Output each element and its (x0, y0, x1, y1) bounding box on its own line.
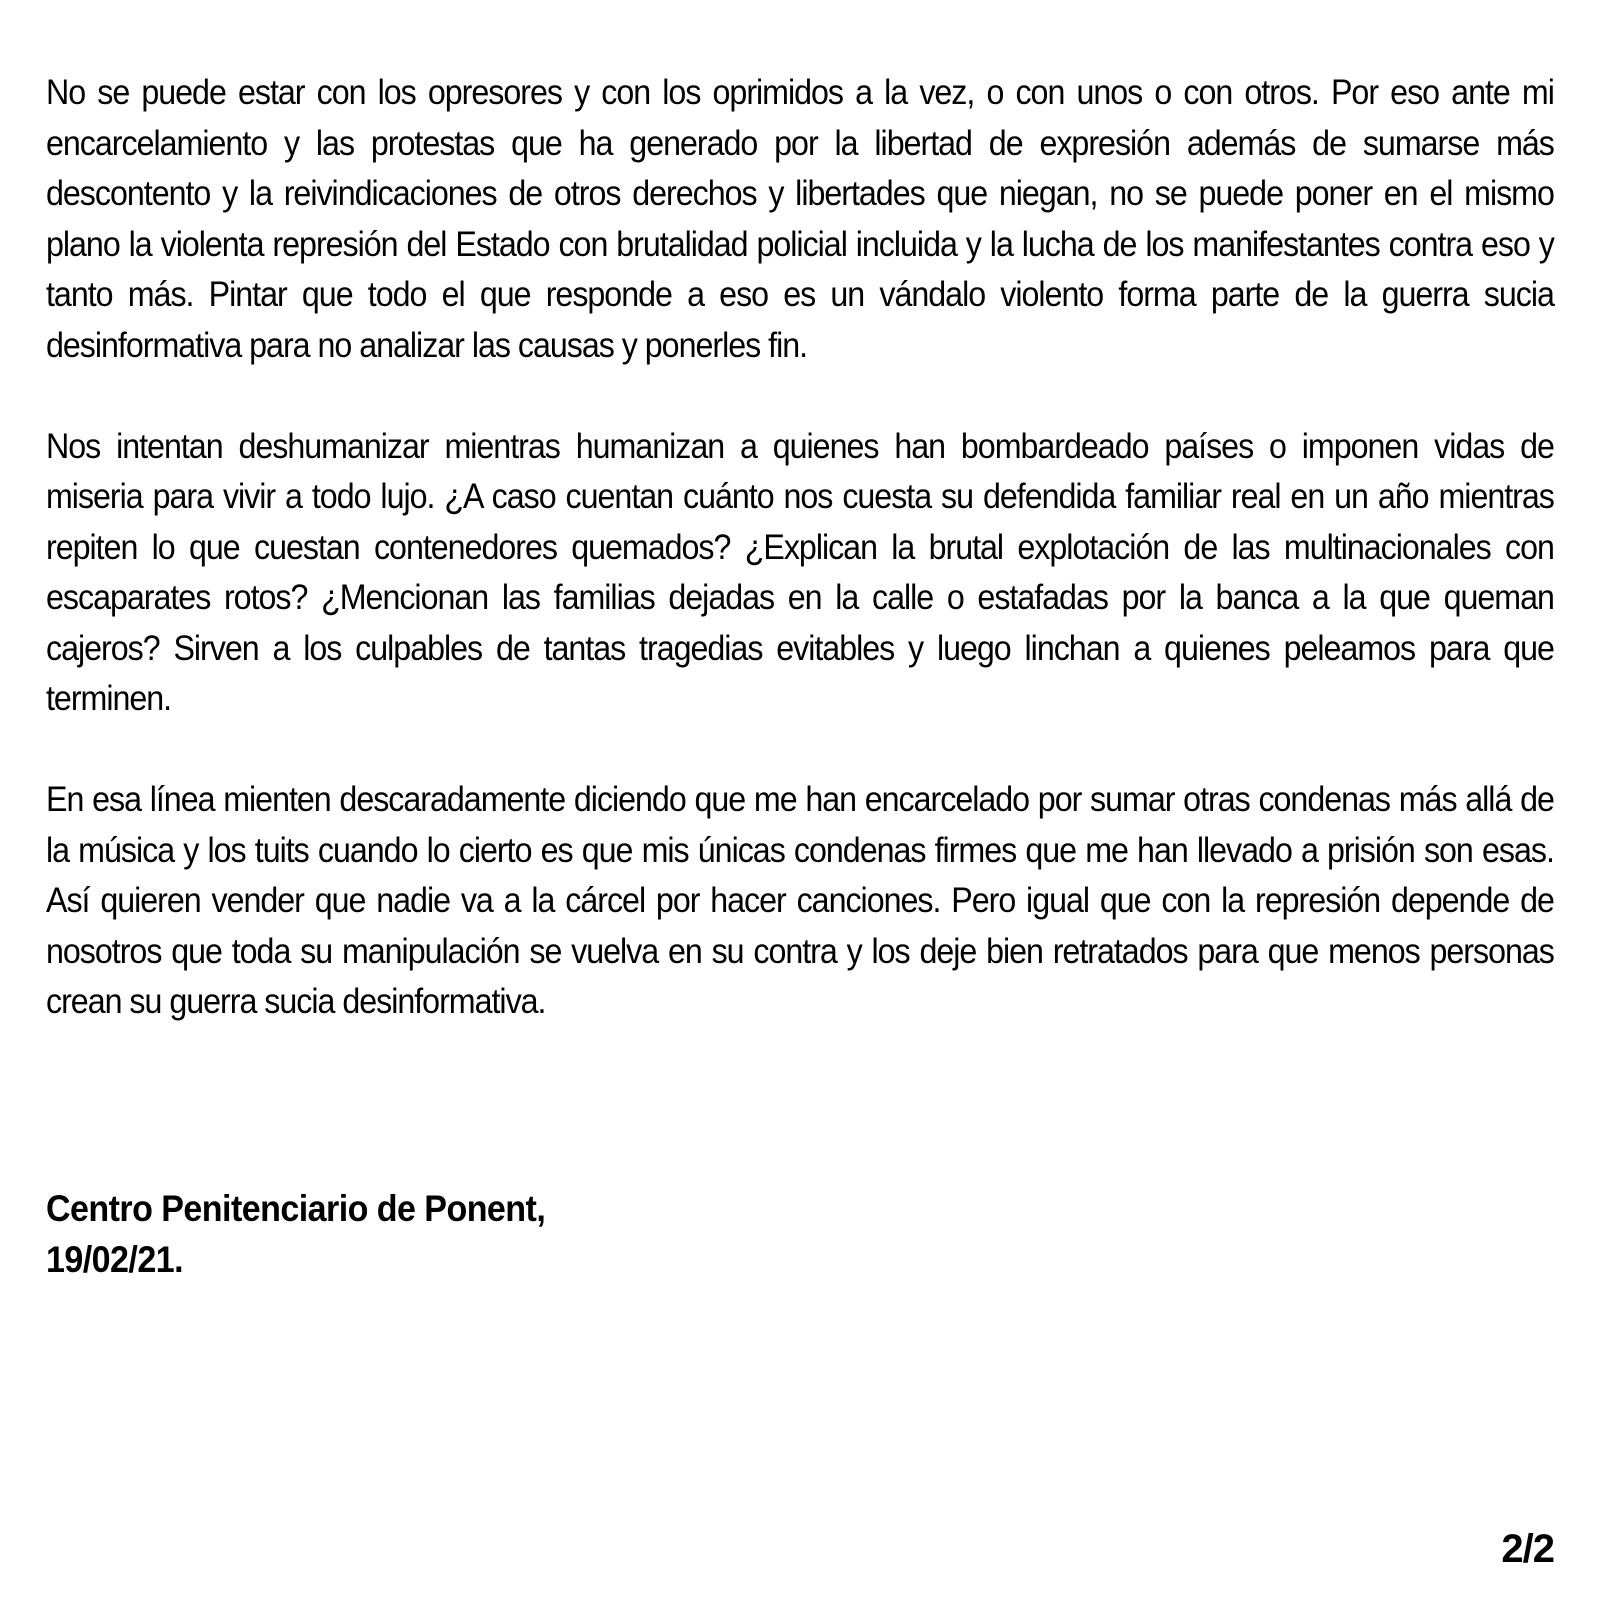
signature-location: Centro Penitenciario de Ponent, (46, 1188, 546, 1229)
paragraph-1: No se puede estar con los opresores y con los oprimidos a la vez, o con unos o con otros. Por eso ante mi encarcelamiento y las protestas que ha generado por la libertad de expresión además de sumarse más descontento y la reivindicaciones de otros derechos y libertades que niegan, no se puede poner en el mismo plano la violenta represión del Estado con brutalidad policial incluida y la lucha de los manifestantes contra eso y tanto más. Pintar que todo el que responde a eso es un vándalo violento forma parte de la guerra sucia desinformativa para no analizar las causas y ponerles fin. (46, 73, 1554, 365)
page-number: 2/2 (1501, 1527, 1554, 1571)
paragraph-3: En esa línea mienten descaradamente diciendo que me han encarcelado por sumar otras condenas más allá de la música y los tuits cuando lo cierto es que mis únicas condenas firmes que me han llevado a prisión son esas. Así quieren vender que nadie va a la cárcel por hacer canciones. Pero igual que con la represión depende de nosotros que toda su manipulación se vuelva en su contra y los deje bien retratados para que menos personas crean su guerra sucia desinformativa. (46, 780, 1554, 1021)
signature-block (46, 1183, 545, 1285)
letter-body (46, 68, 1554, 1078)
signature-date: 19/02/21. (46, 1239, 183, 1280)
paragraph-2: Nos intentan deshumanizar mientras humanizan a quienes han bombardeado países o imponen vidas de miseria para vivir a todo lujo. ¿A caso cuentan cuánto nos cuesta su defendida familiar real en un año mientras repiten lo que cuestan contenedores quemados? ¿Explican la brutal explotación de las multinacionales con escaparates rotos? ¿Mencionan las familias dejadas en la calle o estafadas por la banca a la que queman cajeros? Sirven a los culpables de tantas tragedias evitables y luego linchan a quienes peleamos para que terminen. (46, 426, 1554, 718)
